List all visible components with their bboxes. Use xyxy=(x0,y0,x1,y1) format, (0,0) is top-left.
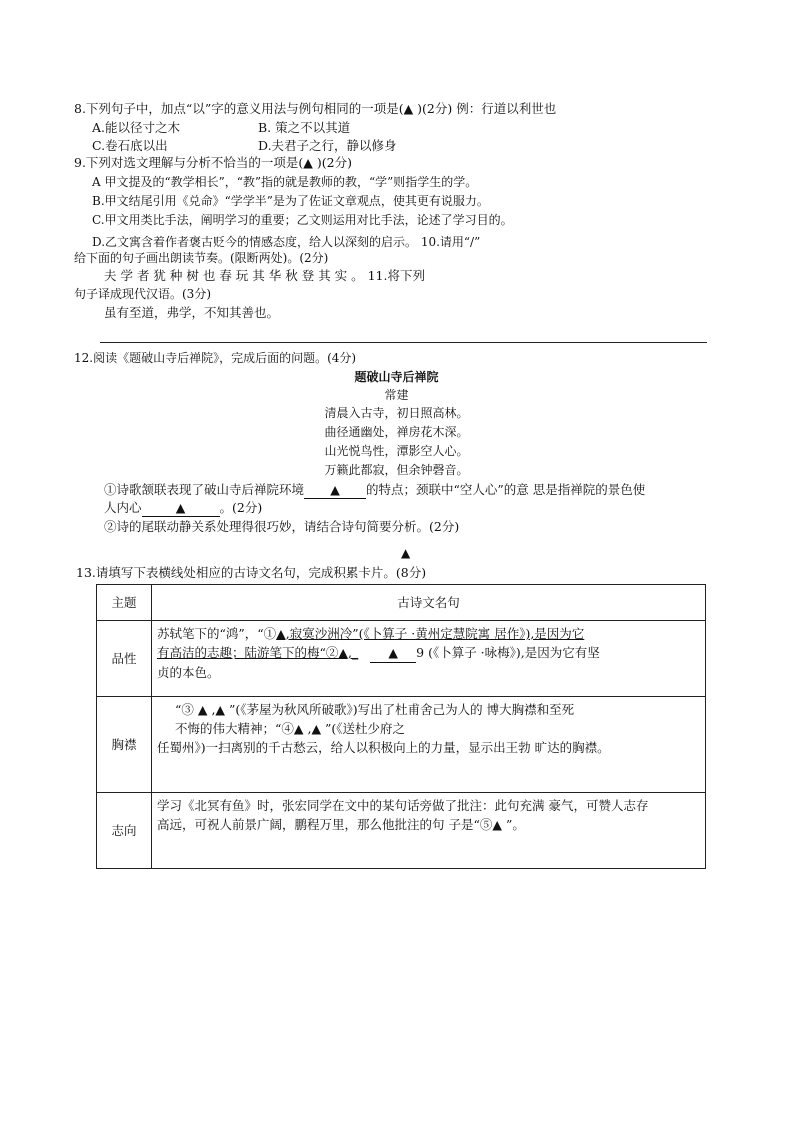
q9-option-c: C.甲文用类比手法，阐明学习的重要；乙文则运用对比手法，论述了学习目的。 xyxy=(92,213,513,227)
row-line: 任蜀州》)一扫离别的千古愁云，给人以积极向上的力量，显示出王勃 旷达的胸襟。 xyxy=(157,740,610,755)
q8-option-b: B. 策之不以其道 xyxy=(258,120,351,135)
row-line xyxy=(157,624,700,643)
accumulation-card-table xyxy=(96,584,706,869)
row-text: 有高洁的志趣；陆游笔下的梅“②▲,_ xyxy=(157,645,359,660)
q9-stem: 9.下列对选文理解与分析不恰当的一项是(▲ )(2分) xyxy=(74,155,352,170)
table-header-row xyxy=(97,585,706,621)
q12-sub2: ②诗的尾联动静关系处理得很巧妙，请结合诗句简要分析。(2分) xyxy=(104,519,460,534)
q12-sub1-line2 xyxy=(104,500,262,517)
q12-sub1-line1 xyxy=(104,482,645,499)
row-line: 学习《北冥有鱼》时，张宏同学在文中的某句话旁做了批注：此句充满 豪气，可赞人志存 xyxy=(157,798,649,813)
q11-sentence: 虽有至道，弗学，不知其善也。 xyxy=(104,305,280,320)
header-content: 古诗文名句 xyxy=(152,585,706,621)
row-theme: 胸襟 xyxy=(97,697,152,793)
row-line xyxy=(157,643,700,663)
q10-sentence: 夫 学 者 犹 种 树 也 春 玩 其 华 秋 登 其 实 。 11.将下列 xyxy=(104,268,425,283)
poem-title: 题破山寺后禅院 xyxy=(354,370,439,384)
row-line: 不悔的伟大精神；“④▲ ,▲ ”(《送杜少府之 xyxy=(175,721,406,736)
q8-option-d: D.夫君子之行，静以修身 xyxy=(258,138,397,153)
q8-stem: 8.下列句子中，加点“以”字的意义用法与例句相同的一项是(▲ )(2分) 例：行道以利世也 xyxy=(74,101,557,116)
table-row xyxy=(97,697,706,793)
row-line: 贞的本色。 xyxy=(157,665,220,680)
row-theme: 品性 xyxy=(97,621,152,697)
row-theme: 志向 xyxy=(97,793,152,869)
row-content xyxy=(152,621,706,697)
row-text: ▲,寂寞沙洲冷”(《卜算子 ·黄州定慧院寓 居作》),是因为它 xyxy=(276,626,585,641)
answer-mark: ▲ xyxy=(401,546,411,560)
table-row xyxy=(97,621,706,697)
row-text: 9 (《卜算子 ·咏梅》),是因为它有坚 xyxy=(416,645,600,660)
answer-blank: ▲ xyxy=(304,482,366,499)
poem-line: 万籁此都寂，但余钟磬音。 xyxy=(324,463,469,477)
poem-author: 常建 xyxy=(384,388,409,402)
q11-instruction: 句子译成现代汉语。(3分) xyxy=(74,287,211,301)
row-text: 苏轼笔下的“鸿”，“① xyxy=(157,626,277,641)
q12-sub1-text-c: 人内心 xyxy=(104,500,142,515)
q12-sub1-text-b: 的特点；颈联中“空人心”的意 思是指禅院的景色使 xyxy=(366,482,646,497)
row-content xyxy=(152,697,706,793)
q8-option-c: C.卷石底以出 xyxy=(92,138,168,153)
q9-option-d-q10: D.乙文寓含着作者褒古贬今的情感态度，给人以深刻的启示。 10.请用“/” xyxy=(92,235,481,249)
row-line: 高远，可祝人前景广阔，鹏程万里，那么他批注的句 子是“⑤▲ ”。 xyxy=(157,817,525,832)
q9-option-a: A 甲文提及的“教学相长”，“教”指的就是教师的教，“学”则指学生的学。 xyxy=(92,175,478,189)
q12-sub1-text-a: ①诗歌颔联表现了破山寺后禅院环境 xyxy=(104,482,305,497)
q9-option-b: B.甲文结尾引用《兑命》“学学半”是为了佐证文章观点，使其更有说服力。 xyxy=(92,194,489,208)
header-theme: 主题 xyxy=(97,585,152,621)
answer-blank: ▲ xyxy=(142,500,220,517)
answer-line xyxy=(100,342,707,343)
row-content xyxy=(152,793,706,869)
poem-line: 曲径通幽处，禅房花木深。 xyxy=(324,425,469,439)
table-row xyxy=(97,793,706,869)
row-line: “③ ▲ ,▲ ”(《茅屋为秋风所破歌》)写出了杜甫舍己为人的 博大胸襟和至死 xyxy=(175,702,575,717)
q12-stem: 12.阅读《题破山寺后禅院》，完成后面的问题。(4分) xyxy=(74,351,357,365)
poem-line: 清晨入古寺，初日照高林。 xyxy=(324,406,469,420)
q10-instruction: 给下面的句子画出朗读节奏。(限断两处)。(2分) xyxy=(74,251,329,265)
q8-option-a: A.能以径寸之木 xyxy=(92,120,181,135)
poem-line: 山光悦鸟性，潭影空人心。 xyxy=(324,444,469,458)
q13-stem: 13.请填写下表横线处相应的古诗文名句，完成积累卡片。(8分) xyxy=(76,565,427,580)
answer-blank: ▲ xyxy=(370,643,416,663)
q12-sub1-text-d: 。(2分) xyxy=(219,500,263,515)
